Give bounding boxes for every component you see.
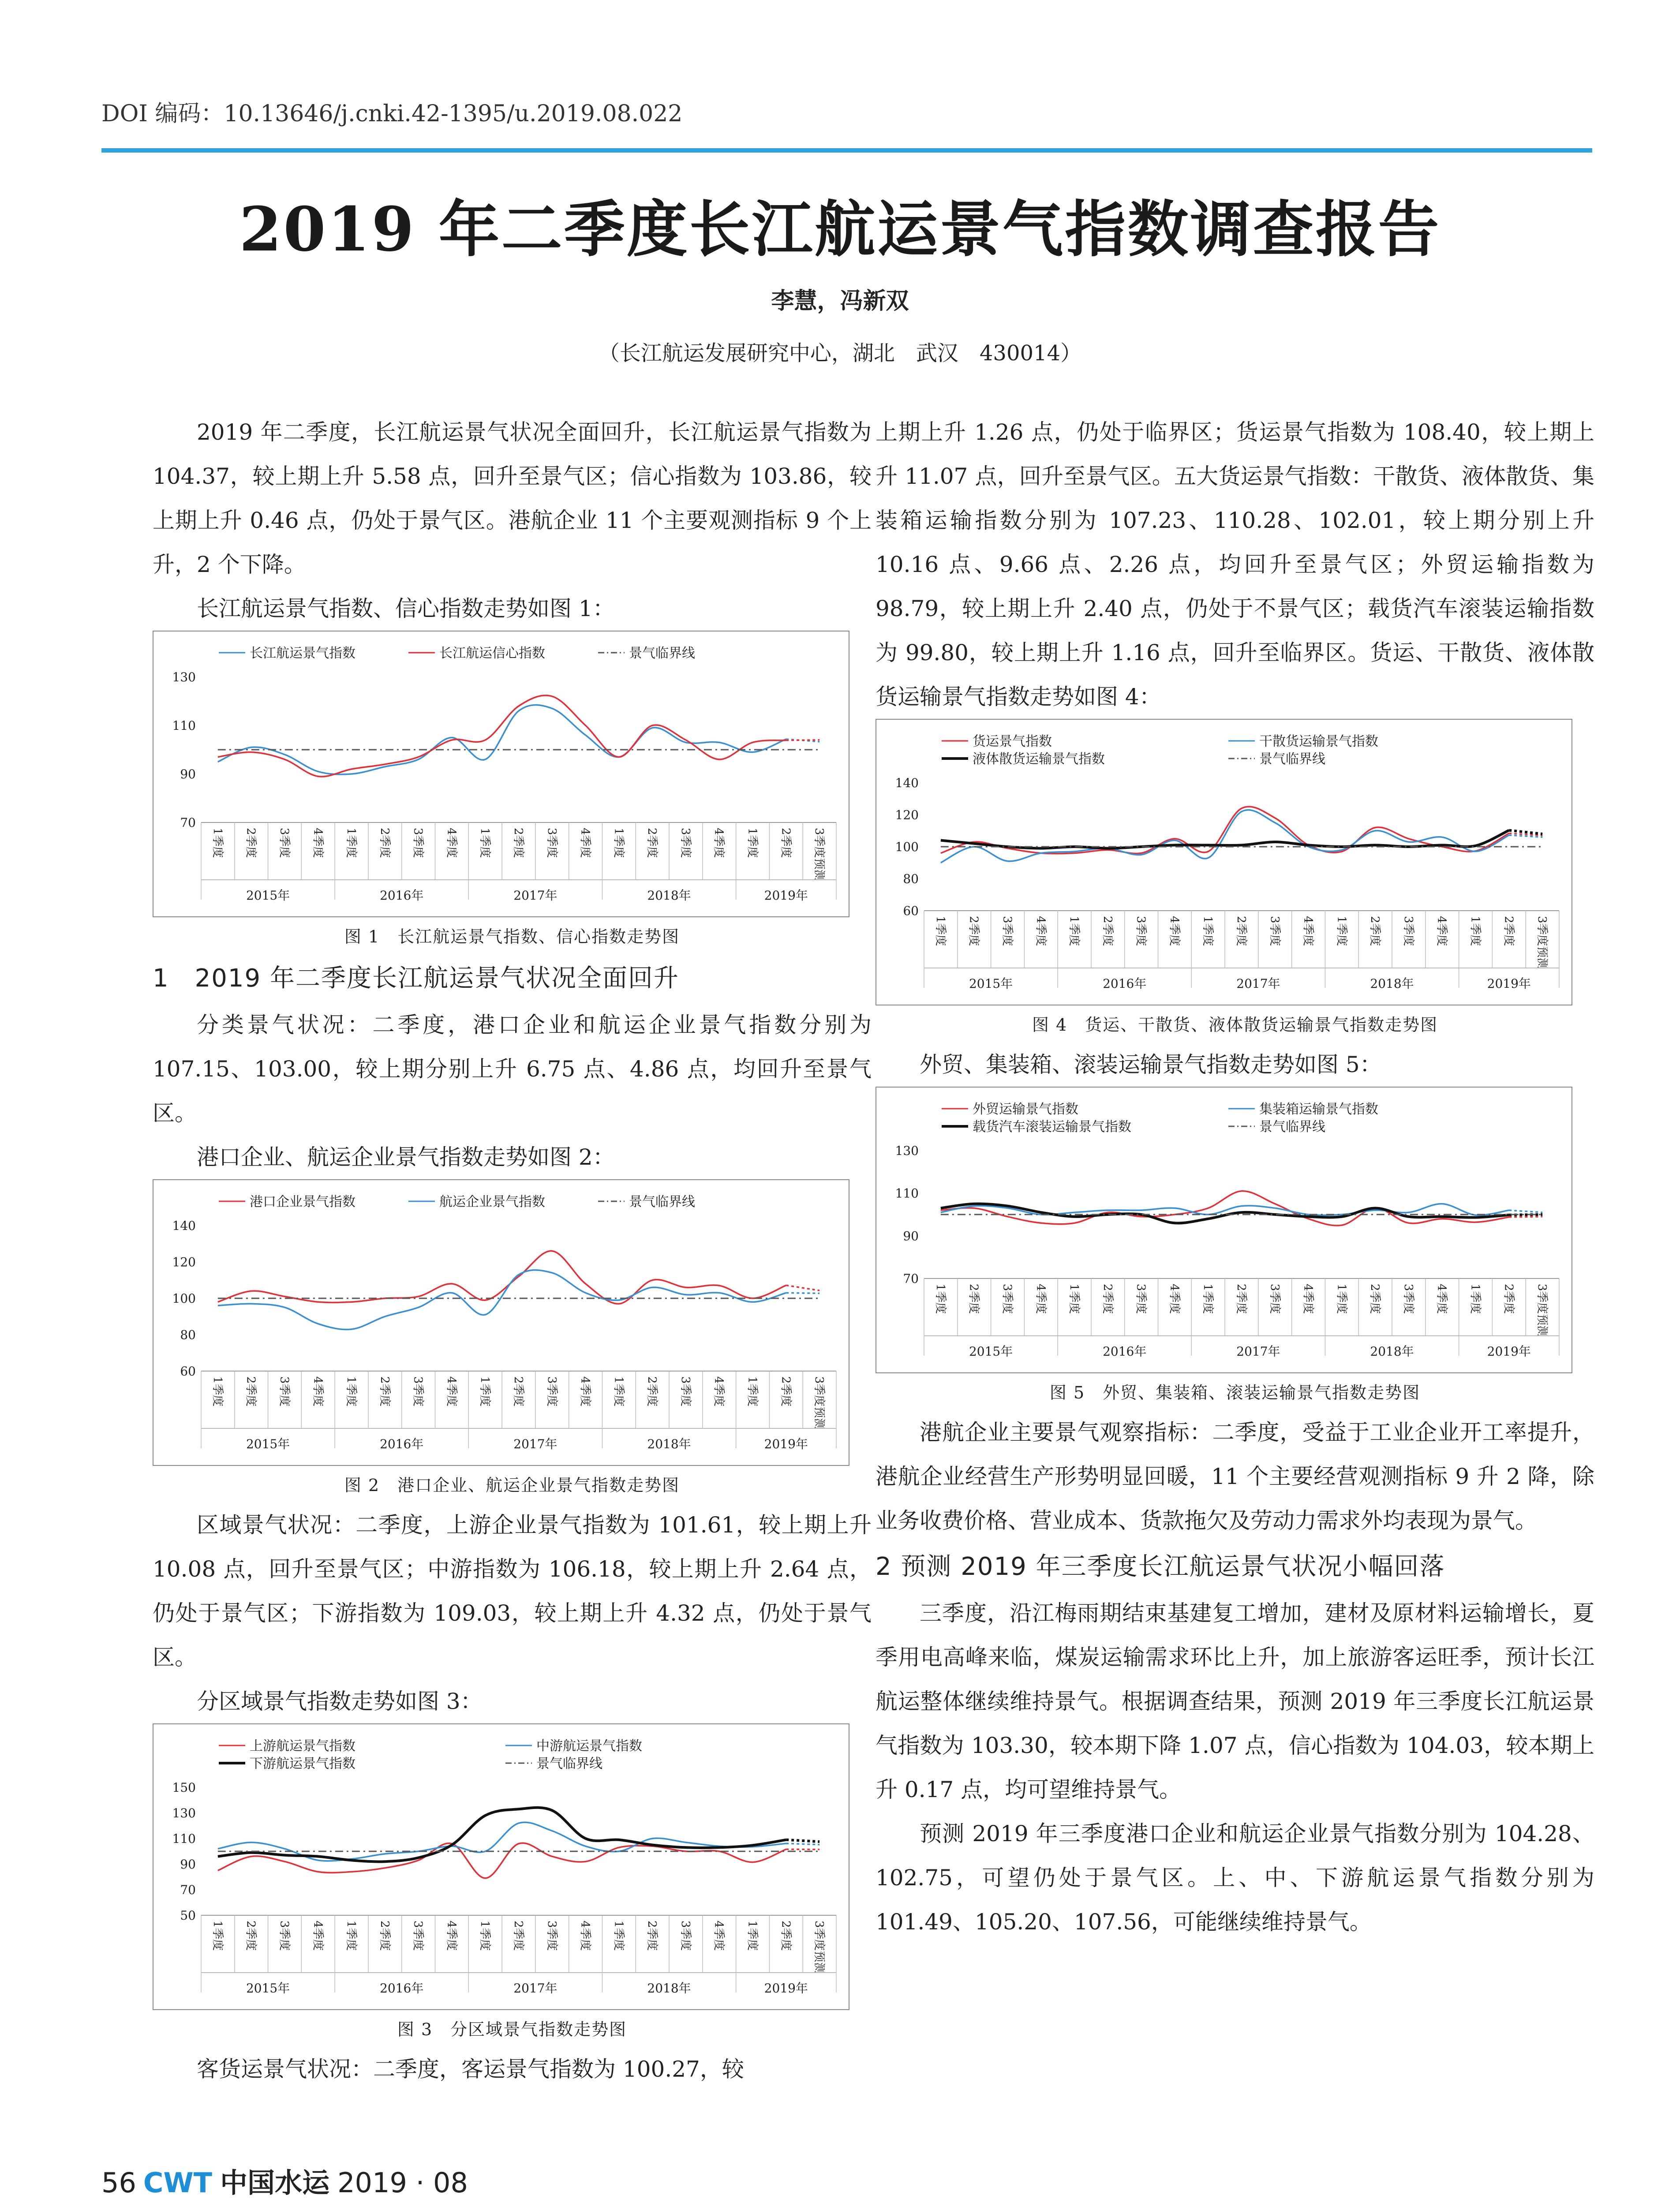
x-tick-label: 2季度 [1100, 1284, 1114, 1314]
x-tick-label: 1季度 [1468, 1284, 1482, 1314]
paragraph: 三季度，沿江梅雨期结束基建复工增加，建材及原材料运输增长，夏季用电高峰来临，煤炭运输需求环比上升，加上旅游客运旺季，预计长江航运整体继续维持景气。根据调查结果，预测 2019 年三季度长江航运景气指数为 103.30，较本期下降 1.07 点，信心指数为 104.03，较本期上升 0.17 点，均可望维持景气。 [876, 1600, 1594, 1802]
x-tick-label: 4季度 [578, 1921, 592, 1951]
x-tick-label: 3季度 [1268, 1284, 1281, 1314]
figure-3 [153, 1723, 872, 2047]
right-column [876, 410, 1594, 1944]
paragraph: 上期上升 1.26 点，仍处于临界区；货运景气指数为 108.40，较上期上升 11.07 点，回升至景气区。五大货运景气指数：干散货、液体散货、集装箱运输指数分别为 107.23、110.28、102.01，较上期分别上升 10.16 点、9.66 点、2.26 点，均回升至景气区；外贸运输指数为 98.79，较上期上升 2.40 点，仍处于不景气区；载货汽车滚装运输指数为 99.80，较上期上升 1.16 点，回升至临界区。货运、干散货、液体散货运输景气指数走势如图 4： [876, 419, 1594, 710]
section-heading: 1 2019 年二季度长江航运景气状况全面回升 [153, 964, 679, 993]
x-tick-label: 1季度 [478, 1921, 492, 1951]
figure-caption: 图 2 港口企业、航运企业景气指数走势图 [344, 1476, 680, 1495]
x-tick-label: 3季度 [1000, 1284, 1014, 1314]
x-tick-label: 1季度 [344, 1376, 358, 1407]
x-tick-label: 1季度 [344, 1921, 358, 1951]
x-tick-label: 2季度 [645, 828, 659, 858]
legend-label: 港口企业景气指数 [250, 1194, 355, 1210]
x-tick-label: 4季度 [1167, 1284, 1181, 1314]
x-tick-label: 2季度 [512, 828, 525, 858]
x-tick-label: 3季度 [545, 1376, 558, 1407]
figure-caption: 图 5 外贸、集装箱、滚装运输景气指数走势图 [1049, 1383, 1421, 1402]
x-tick-label: 2季度 [512, 1376, 525, 1407]
x-tick-label: 3季度 [545, 1921, 558, 1951]
legend-label: 长江航运景气指数 [250, 646, 355, 661]
legend-label: 景气临界线 [536, 1756, 602, 1771]
paragraph: 长江航运景气指数、信心指数走势如图 1： [197, 596, 615, 621]
chart-svg-2 [153, 1179, 849, 1466]
year-label: 2019年 [764, 1981, 808, 1996]
x-tick-label: 1季度 [210, 1376, 224, 1407]
legend-label: 景气临界线 [1259, 751, 1325, 767]
page-number: 56 [101, 2167, 136, 2199]
x-tick-label: 4季度 [445, 828, 458, 858]
x-tick-label: 1季度 [745, 1921, 759, 1951]
x-tick-label: 1季度 [1067, 1284, 1081, 1314]
paragraph: 客货运景气状况：二季度，客运景气指数为 100.27，较 [197, 2056, 744, 2082]
x-tick-label: 4季度 [1034, 1284, 1048, 1314]
year-label: 2018年 [1370, 1344, 1414, 1359]
x-tick-label: 3季度预测 [812, 828, 826, 881]
year-label: 2015年 [969, 1344, 1013, 1359]
chart-1 [153, 631, 849, 919]
x-tick-label: 2季度 [967, 916, 980, 946]
y-tick-label: 130 [895, 1144, 919, 1158]
x-tick-label: 4季度 [445, 1376, 458, 1407]
x-tick-label: 1季度 [344, 828, 358, 858]
x-tick-label: 2季度 [1235, 916, 1248, 946]
year-label: 2019年 [764, 888, 808, 903]
brand-logo: CWT [143, 2167, 213, 2199]
year-label: 2017年 [513, 888, 558, 903]
legend-label: 液体散货运输景气指数 [973, 751, 1105, 767]
figure-5 [876, 1087, 1594, 1410]
year-label: 2018年 [647, 1981, 691, 1996]
year-label: 2016年 [380, 1437, 424, 1451]
header-rule [101, 148, 1592, 153]
year-label: 2016年 [380, 1981, 424, 1996]
year-label: 2019年 [764, 1437, 808, 1451]
y-tick-label: 110 [172, 718, 196, 733]
year-label: 2015年 [969, 976, 1013, 991]
chart-svg-1 [153, 631, 849, 917]
x-tick-label: 2季度 [645, 1921, 659, 1951]
paragraph: 区域景气状况：二季度，上游企业景气指数为 101.61，较上期上升 10.08 点，回升至景气区；中游指数为 106.18，较上期上升 2.64 点，仍处于景气区；下游指数为 109.03，较上期上升 4.32 点，仍处于景气区。 [153, 1512, 872, 1670]
chart-4 [876, 719, 1572, 1007]
chart-frame [153, 1180, 849, 1465]
x-tick-label: 1季度 [1468, 916, 1482, 946]
y-tick-label: 80 [180, 1327, 196, 1342]
x-tick-label: 3季度预测 [812, 1376, 826, 1430]
year-label: 2016年 [380, 888, 424, 903]
x-tick-label: 3季度 [277, 1376, 291, 1407]
y-tick-label: 140 [172, 1218, 196, 1233]
y-tick-label: 140 [895, 776, 919, 790]
x-tick-label: 4季度 [311, 1921, 325, 1951]
x-tick-label: 3季度 [411, 828, 425, 858]
page-footer [101, 2161, 468, 2200]
x-tick-label: 4季度 [712, 828, 726, 858]
year-label: 2017年 [513, 1981, 558, 1996]
x-tick-label: 3季度 [678, 1376, 692, 1407]
year-label: 2019年 [1487, 1344, 1531, 1359]
chart-svg-5 [876, 1087, 1572, 1373]
y-tick-label: 110 [895, 1186, 919, 1201]
x-tick-label: 1季度 [745, 828, 759, 858]
y-tick-label: 70 [180, 1883, 196, 1897]
x-tick-label: 1季度 [1067, 916, 1081, 946]
x-tick-label: 4季度 [445, 1921, 458, 1951]
x-tick-label: 2季度 [1368, 916, 1382, 946]
chart-3 [153, 1723, 849, 2012]
x-tick-label: 1季度 [612, 828, 625, 858]
left-column [153, 410, 872, 2091]
chart-svg-4 [876, 719, 1572, 1005]
x-tick-label: 3季度 [411, 1921, 425, 1951]
x-tick-label: 4季度 [311, 1376, 325, 1407]
x-tick-label: 1季度 [210, 828, 224, 858]
x-tick-label: 3季度预测 [1535, 1284, 1549, 1337]
y-tick-label: 90 [180, 767, 196, 781]
y-tick-label: 100 [895, 840, 919, 854]
legend-label: 航运企业景气指数 [439, 1194, 545, 1210]
x-tick-label: 4季度 [712, 1376, 726, 1407]
x-tick-label: 1季度 [1335, 916, 1348, 946]
y-tick-label: 50 [180, 1908, 196, 1923]
x-tick-label: 2季度 [1368, 1284, 1382, 1314]
x-tick-label: 1季度 [1201, 916, 1215, 946]
legend-label: 景气临界线 [1259, 1119, 1325, 1135]
x-tick-label: 2季度 [512, 1921, 525, 1951]
figure-2 [153, 1179, 872, 1503]
chart-5 [876, 1087, 1572, 1375]
y-tick-label: 100 [172, 1291, 196, 1306]
x-tick-label: 1季度 [933, 916, 947, 946]
x-tick-label: 4季度 [1167, 916, 1181, 946]
issue: 2019 · 08 [337, 2167, 468, 2199]
legend-label: 景气临界线 [629, 1194, 695, 1210]
x-tick-label: 2季度 [1100, 916, 1114, 946]
x-tick-label: 3季度 [678, 828, 692, 858]
x-tick-label: 2季度 [1502, 916, 1515, 946]
year-label: 2019年 [1487, 976, 1531, 991]
chart-svg-3 [153, 1723, 849, 2010]
x-tick-label: 3季度 [277, 1921, 291, 1951]
x-tick-label: 4季度 [1435, 916, 1448, 946]
paragraph: 分类景气状况：二季度，港口企业和航运企业景气指数分别为 107.15、103.00，较上期分别上升 6.75 点、4.86 点，均回升至景气区。 [153, 1012, 872, 1126]
y-tick-label: 90 [903, 1229, 919, 1244]
y-tick-label: 150 [172, 1780, 196, 1795]
legend-label: 景气临界线 [629, 646, 695, 661]
x-tick-label: 2季度 [645, 1376, 659, 1407]
legend-label: 中游航运景气指数 [536, 1738, 642, 1754]
x-tick-label: 3季度 [678, 1921, 692, 1951]
year-label: 2015年 [246, 1437, 290, 1451]
x-tick-label: 1季度 [933, 1284, 947, 1314]
x-tick-label: 3季度 [1134, 916, 1148, 946]
legend-label: 上游航运景气指数 [250, 1738, 355, 1754]
x-tick-label: 2季度 [244, 1921, 258, 1951]
x-tick-label: 3季度 [1401, 916, 1415, 946]
year-label: 2015年 [246, 888, 290, 903]
x-tick-label: 2季度 [967, 1284, 980, 1314]
legend-label: 货运景气指数 [973, 734, 1052, 749]
figure-4 [876, 719, 1594, 1043]
y-tick-label: 70 [180, 815, 196, 830]
paragraph: 外贸、集装箱、滚装运输景气指数走势如图 5： [920, 1052, 1382, 1077]
x-tick-label: 1季度 [612, 1376, 625, 1407]
chart-2 [153, 1179, 849, 1468]
x-tick-label: 2季度 [779, 1921, 793, 1951]
paragraph: 预测 2019 年三季度港口企业和航运企业景气指数分别为 104.28、102.75，可望仍处于景气区。上、中、下游航运景气指数分别为 101.49、105.20、107.56，可能继续维持景气。 [876, 1821, 1594, 1935]
magazine-name: 中国水运 [220, 2167, 330, 2199]
year-label: 2017年 [513, 1437, 558, 1451]
x-tick-label: 2季度 [779, 828, 793, 858]
x-tick-label: 1季度 [1335, 1284, 1348, 1314]
x-tick-label: 2季度 [1502, 1284, 1515, 1314]
x-tick-label: 2季度 [779, 1376, 793, 1407]
section-heading: 2 预测 2019 年三季度长江航运景气状况小幅回落 [876, 1552, 1445, 1581]
x-tick-label: 1季度 [612, 1921, 625, 1951]
x-tick-label: 3季度 [1268, 916, 1281, 946]
x-tick-label: 2季度 [378, 1921, 391, 1951]
y-tick-label: 130 [172, 1806, 196, 1820]
year-label: 2015年 [246, 1981, 290, 1996]
paragraph: 港航企业主要景气观察指标：二季度，受益于工业企业开工率提升，港航企业经营生产形势明显回暖，11 个主要经营观测指标 9 升 2 降，除业务收费价格、营业成本、货款拖欠及劳动力需求外均表现为景气。 [876, 1420, 1594, 1533]
x-tick-label: 4季度 [1301, 1284, 1315, 1314]
x-tick-label: 4季度 [1435, 1284, 1448, 1314]
figure-caption: 图 4 货运、干散货、液体散货运输景气指数走势图 [1032, 1015, 1438, 1035]
x-tick-label: 2季度 [1235, 1284, 1248, 1314]
figure-caption: 图 1 长江航运景气指数、信心指数走势图 [344, 927, 680, 946]
y-tick-label: 60 [903, 904, 919, 918]
x-tick-label: 1季度 [1201, 1284, 1215, 1314]
x-tick-label: 1季度 [745, 1376, 759, 1407]
y-tick-label: 60 [180, 1364, 196, 1379]
x-tick-label: 3季度 [277, 828, 291, 858]
x-tick-label: 2季度 [244, 1376, 258, 1407]
paragraph: 港口企业、航运企业景气指数走势如图 2： [197, 1144, 615, 1170]
x-tick-label: 1季度 [210, 1921, 224, 1951]
x-tick-label: 4季度 [578, 1376, 592, 1407]
paragraph: 2019 年二季度，长江航运景气状况全面回升，长江航运景气指数为 104.37，较上期上升 5.58 点，回升至景气区；信心指数为 103.86，较上期上升 0.46 点，仍处于景气区。港航企业 11 个主要观测指标 9 个上升，2 个下降。 [153, 419, 872, 577]
x-tick-label: 4季度 [1301, 916, 1315, 946]
x-tick-label: 4季度 [712, 1921, 726, 1951]
legend-label: 干散货运输景气指数 [1259, 734, 1378, 749]
x-tick-label: 2季度 [378, 828, 391, 858]
chart-frame [153, 631, 849, 917]
x-tick-label: 3季度 [1134, 1284, 1148, 1314]
figure-1 [153, 631, 872, 954]
authors: 李慧，冯新双 [771, 288, 909, 314]
doi-line: DOI 编码：10.13646/j.cnki.42-1395/u.2019.08.022 [101, 101, 683, 127]
y-tick-label: 90 [180, 1857, 196, 1872]
x-tick-label: 4季度 [578, 828, 592, 858]
legend-label: 集装箱运输景气指数 [1259, 1102, 1378, 1117]
year-label: 2018年 [647, 1437, 691, 1451]
paragraph: 分区域景气指数走势如图 3： [197, 1689, 483, 1714]
legend-label: 长江航运信心指数 [439, 646, 545, 661]
x-tick-label: 3季度预测 [1535, 916, 1549, 969]
figure-caption: 图 3 分区域景气指数走势图 [397, 2020, 627, 2039]
y-tick-label: 110 [172, 1831, 196, 1846]
x-tick-label: 3季度预测 [812, 1921, 826, 1974]
year-label: 2017年 [1236, 1344, 1280, 1359]
y-tick-label: 70 [903, 1271, 919, 1286]
x-tick-label: 4季度 [311, 828, 325, 858]
x-tick-label: 3季度 [545, 828, 558, 858]
legend-label: 载货汽车滚装运输景气指数 [973, 1119, 1131, 1135]
x-tick-label: 3季度 [411, 1376, 425, 1407]
legend-label: 下游航运景气指数 [250, 1756, 355, 1771]
y-tick-label: 120 [895, 807, 919, 822]
year-label: 2016年 [1103, 1344, 1147, 1359]
x-tick-label: 3季度 [1000, 916, 1014, 946]
year-label: 2016年 [1103, 976, 1147, 991]
year-label: 2017年 [1236, 976, 1280, 991]
y-tick-label: 130 [172, 670, 196, 684]
legend-label: 外贸运输景气指数 [973, 1102, 1078, 1117]
affiliation: （长江航运发展研究中心，湖北 武汉 430014） [598, 341, 1082, 366]
x-tick-label: 1季度 [478, 1376, 492, 1407]
x-tick-label: 3季度 [1401, 1284, 1415, 1314]
paper-title: 2019 年二季度长江航运景气指数调查报告 [239, 193, 1441, 265]
y-tick-label: 120 [172, 1255, 196, 1270]
x-tick-label: 2季度 [244, 828, 258, 858]
y-tick-label: 80 [903, 871, 919, 886]
year-label: 2018年 [1370, 976, 1414, 991]
x-tick-label: 1季度 [478, 828, 492, 858]
x-tick-label: 4季度 [1034, 916, 1048, 946]
x-tick-label: 2季度 [378, 1376, 391, 1407]
year-label: 2018年 [647, 888, 691, 903]
